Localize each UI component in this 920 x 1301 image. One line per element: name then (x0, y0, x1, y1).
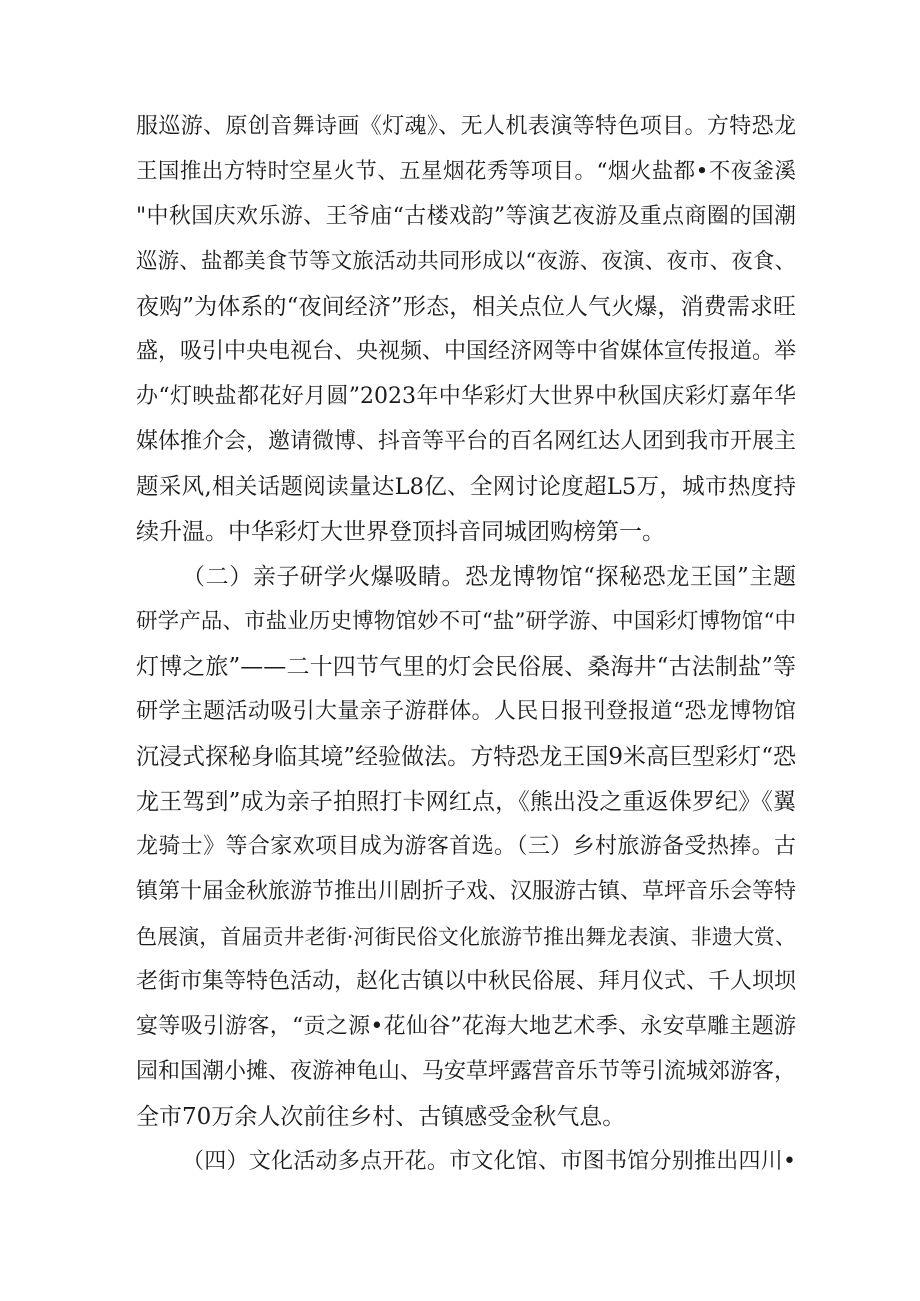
text-line-18: 镇第十届金秋旅游节推出川剧折子戏、汉服游古镇、草坪音乐会等特 (136, 879, 797, 904)
text-line-14: 研学主题活动吸引大量亲子游群体。人民日报刊登报道“恐龙博物馆 (136, 699, 796, 724)
text-line-9: 题采风,相关话题阅读量达L8亿、全网讨论度超L5万，城市热度持 (136, 474, 796, 500)
text-line-16: 龙王驾到”成为亲子拍照打卡网红点，《熊出没之重返侏罗纪》《翼 (136, 789, 796, 815)
text-line-5: 夜购”为体系的“夜间经济”形态，相关点位人气火爆，消费需求旺 (136, 294, 796, 320)
text-line-12: 研学产品、市盐业历史博物馆妙不可“盐”研学游、中国彩灯博物馆“中 (136, 609, 796, 634)
text-line-13: 灯博之旅”——二十四节气里的灯会民俗展、桑海井“古法制盐”等 (136, 654, 796, 680)
text-line-22: 园和国潮小摊、夜游神龟山、马安草坪露营音乐节等引流城郊游客， (136, 1059, 797, 1084)
text-line-11: （二）亲子研学火爆吸睛。恐龙博物馆“探秘恐龙王国”主题 (182, 564, 796, 590)
text-line-3: "中秋国庆欢乐游、王爷庙“古楼戏韵”等演艺夜游及重点商圈的国潮 (136, 204, 796, 229)
text-line-1: 服巡游、原创音舞诗画《灯魂》、无人机表演等特色项目。方特恐龙 (136, 114, 796, 139)
text-line-15: 沉浸式探秘身临其境”经验做法。方特恐龙王国9米高巨型彩灯“恐 (136, 744, 796, 770)
text-line-20: 老街市集等特色活动，赵化古镇以中秋民俗展、拜月仪式、千人坝坝 (136, 969, 797, 994)
text-line-6: 盛，吸引中央电视台、央视频、中国经济网等中省媒体宣传报道。举 (136, 339, 797, 364)
text-line-17: 龙骑士》等合家欢项目成为游客首选。（三）乡村旅游备受热捧。古 (136, 834, 796, 859)
text-line-8: 媒体推介会，邀请微博、抖音等平台的百名网红达人团到我市开展主 (136, 429, 797, 454)
text-line-2: 王国推出方特时空星火节、五星烟花秀等项目。“烟火盐都•不夜釜溪 (136, 159, 796, 184)
text-line-19: 色展演，首届贡井老街·河街民俗文化旅游节推出舞龙表演、非遗大赏、 (136, 925, 796, 949)
text-line-24: （四）文化活动多点开花。市文化馆、市图书馆分别推出四川• (182, 1149, 796, 1174)
text-line-10: 续升温。中华彩灯大世界登顶抖音同城团购榜第一。 (136, 519, 665, 545)
text-line-23: 全市70万余人次前往乡村、古镇感受金秋气息。 (136, 1104, 626, 1130)
text-line-7: 办“灯映盐都花好月圆”2023年中华彩灯大世界中秋国庆彩灯嘉年华 (136, 384, 796, 409)
text-line-4: 巡游、盐都美食节等文旅活动共同形成以“夜游、夜演、夜市、夜食、 (136, 249, 796, 274)
text-line-21: 宴等吸引游客，“贡之源•花仙谷”花海大地艺术季、永安草雕主题游 (136, 1014, 796, 1039)
